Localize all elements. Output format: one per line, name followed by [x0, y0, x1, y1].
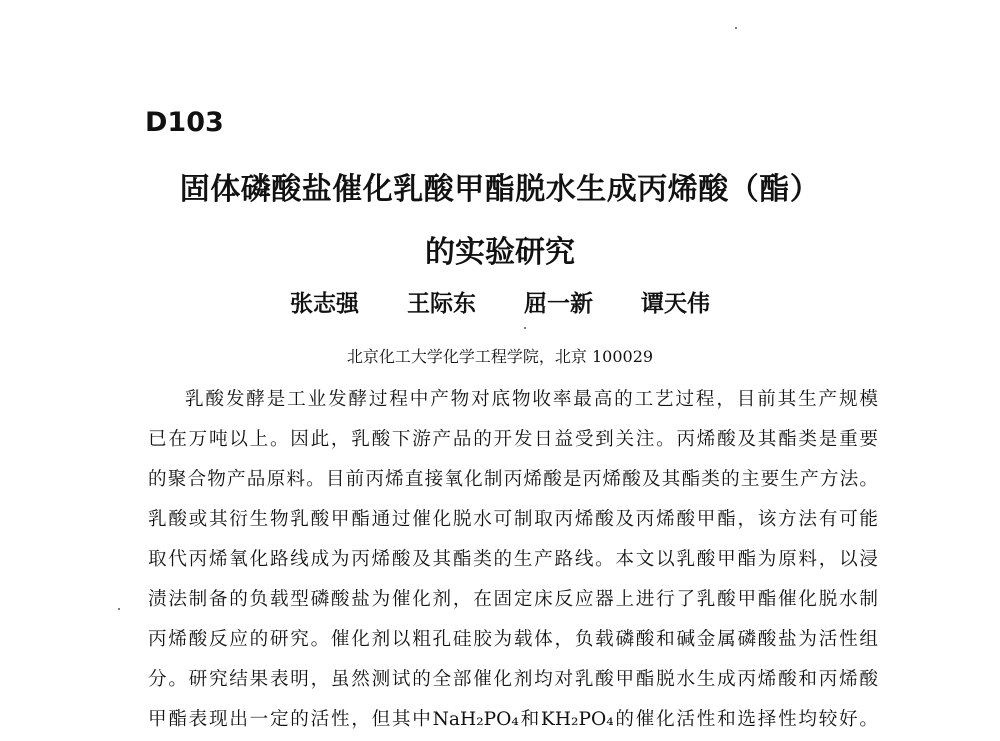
abstract-line: 渍法制备的负载型磷酸盐为催化剂，在固定床反应器上进行了乳酸甲酯催化脱水制	[148, 589, 878, 610]
paper-title-line-2: 的实验研究	[425, 235, 575, 270]
abstract-line: 取代丙烯氧化路线成为丙烯酸及其酯类的生产路线。本文以乳酸甲酯为原料，以浸	[148, 549, 878, 570]
paper-code: D103	[145, 107, 224, 138]
scan-speck	[118, 608, 120, 610]
abstract-line: 甲酯表现出一定的活性，但其中NaH₂PO₄和KH₂PO₄的催化活性和选择性均较好。	[148, 709, 878, 730]
scan-speck	[524, 327, 526, 329]
abstract-line: 乳酸发酵是工业发酵过程中产物对底物收率最高的工艺过程，目前其生产规模	[185, 389, 878, 410]
scan-speck	[735, 27, 737, 29]
author-name: 王际东	[406, 291, 476, 317]
abstract-line: 的聚合物产品原料。目前丙烯直接氧化制丙烯酸是丙烯酸及其酯类的主要生产方法。	[148, 469, 878, 490]
author-name: 谭天伟	[641, 291, 711, 317]
author-name: 屈一新	[524, 291, 593, 317]
affiliation: 北京化工大学化学工程学院，北京 100029	[346, 347, 654, 366]
abstract-body	[148, 380, 878, 740]
paper-title-line-1: 固体磷酸盐催化乳酸甲酯脱水生成丙烯酸（酯）	[179, 172, 821, 207]
abstract-line: 乳酸或其衍生物乳酸甲酯通过催化脱水可制取丙烯酸及丙烯酸甲酯，该方法有可能	[148, 509, 878, 530]
abstract-line: 已在万吨以上。因此，乳酸下游产品的开发日益受到关注。丙烯酸及其酯类是重要	[148, 429, 878, 450]
abstract-line: 分。研究结果表明，虽然测试的全部催化剂均对乳酸甲酯脱水生成丙烯酸和丙烯酸	[148, 669, 878, 690]
author-name: 张志强	[289, 291, 359, 317]
author-list	[0, 285, 1000, 318]
abstract-line: 丙烯酸反应的研究。催化剂以粗孔硅胶为载体，负载磷酸和碱金属磷酸盐为活性组	[148, 629, 878, 650]
